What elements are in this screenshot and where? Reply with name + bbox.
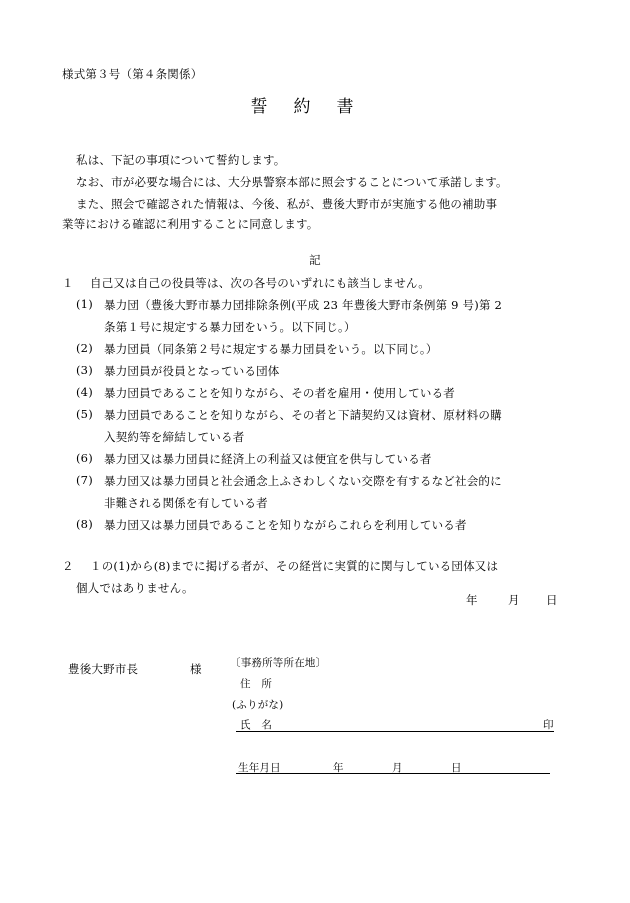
name-underline (236, 731, 554, 732)
intro-line-4: 業等における確認に利用することに同意します。 (62, 217, 319, 231)
subitem-5-line-1: 暴力団員であることを知りながら、その者と下請契約又は資材、原材料の購 (104, 408, 502, 422)
subitem-7-line-2: 非難される関係を有している者 (104, 496, 268, 510)
date-day-label: 日 (546, 593, 558, 607)
subitem-1-line-1: 暴力団（豊後大野市暴力団排除条例(平成 23 年豊後大野市条例第 9 号)第 2 (104, 298, 503, 312)
name-label: 氏 名 (240, 719, 273, 731)
subitem-5-line-2: 入契約等を締結している者 (104, 430, 245, 444)
subitem-4-num: (4) (76, 385, 93, 399)
subitem-4-line-1: 暴力団員であることを知りながら、その者を雇用・使用している者 (104, 386, 455, 400)
item-1-text: 自己又は自己の役員等は、次の各号のいずれにも該当しません。 (90, 276, 430, 290)
subitem-6-num: (6) (76, 451, 93, 465)
date-month-label: 月 (508, 593, 520, 607)
seal-mark: 印 (543, 719, 554, 731)
subitem-7-line-1: 暴力団又は暴力団員と社会通念上ふさわしくない交際を有するなど社会的に (104, 474, 502, 488)
addressee-honorific: 様 (190, 662, 202, 676)
birth-year-label: 年 (333, 762, 344, 774)
subitem-5-num: (5) (76, 407, 93, 421)
date-year-label: 年 (466, 593, 478, 607)
subitem-1-num: (1) (76, 297, 93, 311)
subitem-7-num: (7) (76, 473, 93, 487)
subitem-2-line-1: 暴力団員（同条第２号に規定する暴力団員をいう。以下同じ。） (104, 342, 438, 356)
address-label: 住 所 (240, 678, 273, 690)
addressee-name: 豊後大野市長 (68, 662, 139, 676)
item-1-number: １ (62, 276, 74, 290)
subitem-8-line-1: 暴力団又は暴力団員であることを知りながらこれらを利用している者 (104, 518, 467, 532)
item-2-line-1: １の(1)から(8)までに掲げる者が、その経営に実質的に関与している団体又は (90, 559, 499, 573)
intro-line-2: なお、市が必要な場合には、大分県警察本部に照会することについて承諾します。 (76, 175, 508, 189)
intro-line-3: また、照会で確認された情報は、今後、私が、豊後大野市が実施する他の補助事 (76, 197, 498, 211)
subitem-3-num: (3) (76, 363, 93, 377)
item-2-number: ２ (62, 559, 74, 573)
form-number: 様式第３号（第４条関係） (62, 67, 203, 81)
birthdate-label: 生年月日 (238, 762, 281, 774)
item-2-line-2: 個人ではありません。 (76, 581, 194, 595)
subitem-2-num: (2) (76, 341, 93, 355)
subitem-8-num: (8) (76, 517, 93, 531)
office-address-label: 〔事務所等所在地〕 (230, 657, 327, 669)
intro-line-1: 私は、下記の事項について誓約します。 (76, 153, 286, 167)
subitem-6-line-1: 暴力団又は暴力団員に経済上の利益又は便宜を供与している者 (104, 452, 432, 466)
subitem-1-line-2: 条第１号に規定する暴力団をいう。以下同じ。） (104, 320, 356, 334)
document-title: 誓約書 (250, 97, 380, 117)
subitem-3-line-1: 暴力団員が役員となっている団体 (104, 364, 280, 378)
birthdate-underline (236, 773, 550, 774)
birth-day-label: 日 (451, 762, 462, 774)
ki-heading: 記 (309, 253, 321, 267)
birth-month-label: 月 (392, 762, 403, 774)
furigana-label: (ふりがな) (232, 699, 284, 711)
